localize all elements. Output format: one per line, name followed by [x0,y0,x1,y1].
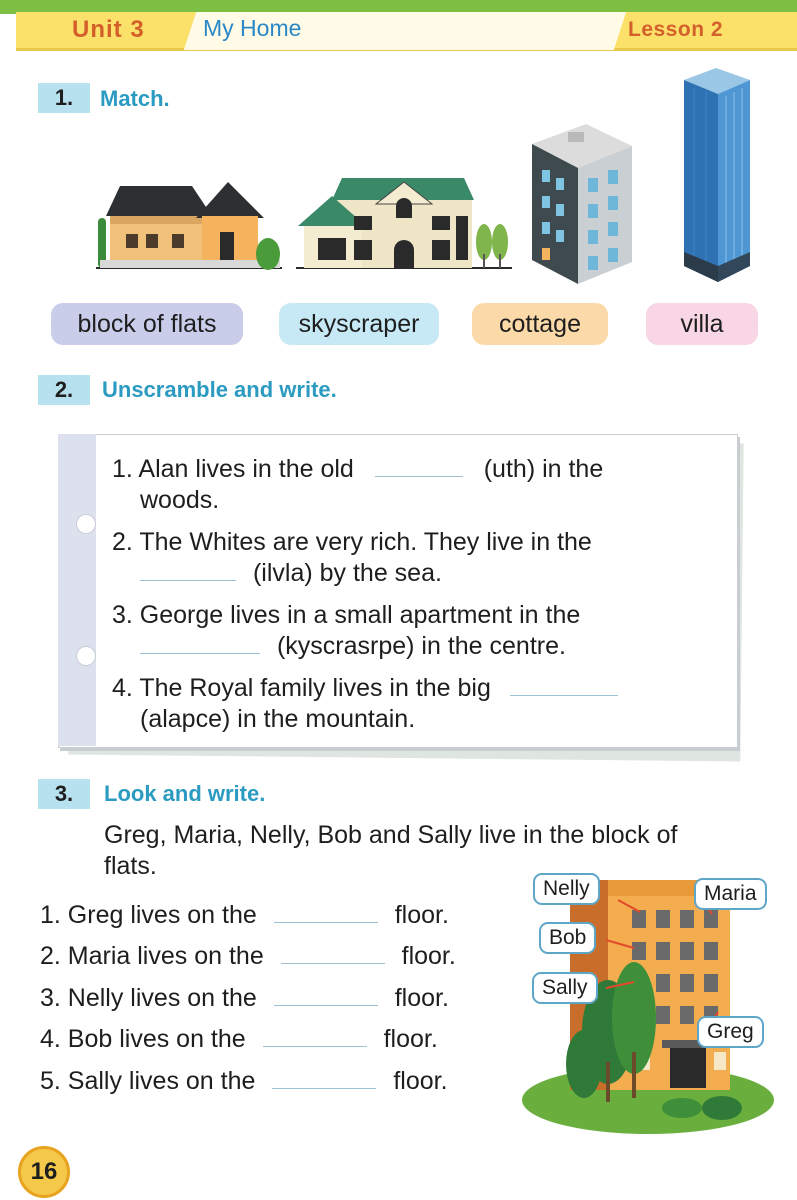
item-text: 4. Bob lives on the [40,1025,246,1053]
item-text: 2. Maria lives on the [40,942,264,970]
word-pill-villa[interactable]: villa [646,303,758,345]
item-text: 3. Nelly lives on the [40,984,257,1012]
answer-blank[interactable] [281,941,385,964]
unscramble-item-3-cont [140,631,566,662]
item-text: floor. [401,942,456,970]
unscramble-item-1-cont: woods. [140,486,220,514]
exercise2-title: Unscramble and write. [102,377,337,402]
item-text: floor. [393,1067,448,1095]
item-text: 1. Greg lives on the [40,901,257,929]
item-text: (uth) in the [483,455,604,483]
word-pill-skyscraper[interactable]: skyscraper [279,303,439,345]
label-sally: Sally [532,972,598,1004]
unit-label: Unit 3 [72,16,145,43]
label-nelly: Nelly [533,873,600,905]
page-number: 16 [18,1146,70,1198]
answer-blank[interactable] [140,631,260,654]
unscramble-item-2: 2. The Whites are very rich. They live in the [112,528,592,556]
exercise3-intro-cont: flats. [104,852,157,880]
cottage-icon[interactable] [96,176,282,272]
exercise3-intro: Greg, Maria, Nelly, Bob and Sally live in the block of [104,821,678,849]
exercise1-number: 1. [38,83,90,113]
floor-item-5 [40,1066,448,1097]
floor-item-3 [40,983,449,1014]
skyscraper-icon[interactable] [682,66,752,282]
answer-blank[interactable] [510,673,618,696]
label-maria: Maria [694,878,767,910]
unscramble-item-1 [112,454,603,485]
exercise3-title: Look and write. [104,781,266,806]
item-text: floor. [394,984,449,1012]
block-of-flats-icon[interactable] [528,122,636,284]
lesson-label: Lesson 2 [628,18,724,41]
floor-item-2 [40,941,456,972]
answer-blank[interactable] [274,900,378,923]
exercise3-number: 3. [38,779,90,809]
floor-item-1 [40,900,449,931]
item-text: 5. Sally lives on the [40,1067,256,1095]
exercise1-title: Match. [100,86,170,111]
item-text: floor. [383,1025,438,1053]
item-text: floor. [394,901,449,929]
item-text: (ilvla) by the sea. [252,559,442,587]
item-text: (kyscrasrpe) in the centre. [276,632,566,660]
unscramble-item-2-cont [140,558,442,589]
label-bob: Bob [539,922,596,954]
punch-hole-icon [76,514,96,534]
exercise2-number: 2. [38,375,90,405]
punch-hole-icon [76,646,96,666]
item-text: 4. The Royal family lives in the big [112,674,491,702]
note-card-margin [58,434,96,746]
unscramble-item-4 [112,673,618,704]
word-pill-block-of-flats[interactable]: block of flats [51,303,243,345]
item-text: 1. Alan lives in the old [112,455,354,483]
unscramble-item-3: 3. George lives in a small apartment in the [112,601,581,629]
word-pill-cottage[interactable]: cottage [472,303,608,345]
floor-item-4 [40,1024,438,1055]
answer-blank[interactable] [274,983,378,1006]
villa-icon[interactable] [296,172,512,272]
unit-title: My Home [203,15,302,41]
label-greg: Greg [697,1016,764,1048]
answer-blank[interactable] [263,1024,367,1047]
answer-blank[interactable] [272,1066,376,1089]
answer-blank[interactable] [140,558,236,581]
answer-blank[interactable] [375,454,463,477]
unscramble-item-4-cont: (alapce) in the mountain. [140,705,416,733]
